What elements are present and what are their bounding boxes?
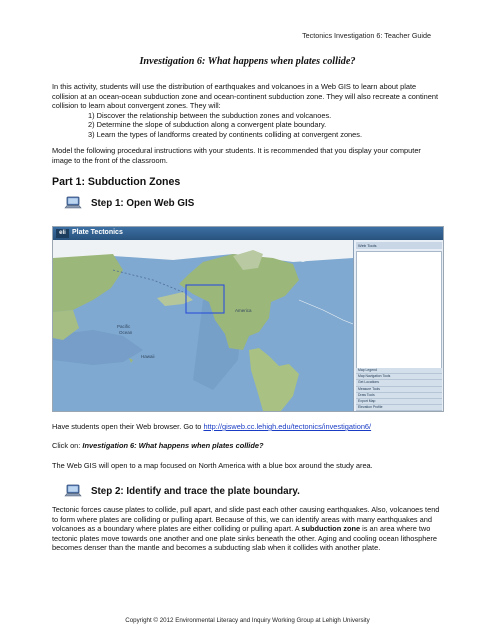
tool-item[interactable]: Elevation Profile	[356, 405, 442, 411]
document-title: Investigation 6: What happens when plates collide?	[139, 56, 356, 67]
app-title: Plate Tectonics	[72, 229, 123, 236]
web-tools-tab[interactable]: Web Tools	[356, 242, 442, 249]
subduction-text-part1: Tectonic forces cause plates to collide, pull apart, and slide past each other causing earthquakes. Also, volcanoes tend to form where plates are colliding or pulling apart. Because of this, we can identify areas with many earthquakes and volcanoes as a boundary where plates are either colliding or pulling apart. A	[52, 505, 440, 534]
step1-label: Step 1: Open Web GIS	[91, 198, 195, 209]
investigation-link[interactable]: http://gisweb.cc.lehigh.edu/tectonics/investigation6/	[203, 422, 372, 431]
subduction-text	[52, 505, 444, 553]
tool-item[interactable]	[356, 411, 442, 412]
map-label: America	[235, 308, 252, 313]
tool-item[interactable]: Map Legend	[356, 368, 442, 374]
open-browser-line	[52, 422, 452, 431]
objective-item: 3) Learn the types of landforms created by continents colliding at convergent zones.	[88, 129, 363, 139]
laptop-icon	[64, 196, 82, 211]
subduction-term: subduction zone	[301, 524, 361, 534]
tool-item[interactable]: Get Locations	[356, 380, 442, 386]
map-label: Ocean	[119, 330, 133, 335]
subduction-text-part2: is an area where two tectonic plates move towards one another and one plate sinks beneath the other. Aging and cooling ocean lithosphere becomes denser than the mantle and becomes a subducting slab when it collides with another plate.	[52, 524, 437, 553]
app-logo: eli	[56, 229, 69, 238]
tool-item[interactable]: Map Navigation Tools	[356, 374, 442, 380]
click-prefix: Click on:	[52, 441, 83, 450]
web-tools-panel	[353, 240, 444, 411]
step2-heading	[64, 484, 300, 499]
investigation-name: Investigation 6: What happens when plates collide?	[82, 441, 264, 450]
subduction-paragraph	[52, 505, 444, 553]
layers-box	[356, 251, 442, 369]
click-instruction	[52, 441, 264, 450]
model-paragraph: Model the following procedural instructions with your students. It is recommended that you display your computer image to the front of the classroom.	[52, 146, 421, 165]
app-title-bar	[53, 227, 443, 240]
map-label: Pacific	[117, 324, 131, 329]
tools-list	[356, 368, 442, 412]
web-gis-screenshot	[52, 226, 444, 412]
map-label: Hawaii	[141, 354, 155, 359]
running-head: Tectonics Investigation 6: Teacher Guide	[302, 31, 431, 40]
step1-heading	[64, 196, 194, 211]
tool-item[interactable]: Export Map	[356, 399, 442, 405]
laptop-icon	[64, 484, 82, 499]
tool-item[interactable]: Draw Tools	[356, 393, 442, 399]
webgis-description: The Web GIS will open to a map focused on North America with a blue box around the study area.	[52, 461, 373, 470]
objective-item: 2) Determine the slope of subduction along a convergent plate boundary.	[88, 120, 327, 130]
open-browser-text: Have students open their Web browser. Go to	[52, 422, 204, 431]
copyright-footer: Copyright © 2012 Environmental Literacy and Inquiry Working Group at Lehigh University	[125, 617, 370, 624]
intro-section	[52, 82, 442, 140]
step2-label: Step 2: Identify and trace the plate boundary.	[91, 486, 300, 497]
intro-paragraph: In this activity, students will use the distribution of earthquakes and volcanoes in a Web GIS to learn about plate collision at an ocean-ocean subduction zone and ocean-continent subduction zone. They will also recreate a continent collision to learn about convergent zones. They will:	[52, 82, 439, 111]
part1-heading: Part 1: Subduction Zones	[52, 176, 181, 188]
objective-item: 1) Discover the relationship between the subduction zones and volcanoes.	[88, 110, 332, 120]
world-map	[53, 240, 353, 411]
tool-item[interactable]: Measure Tools	[356, 387, 442, 393]
objectives-list	[52, 111, 442, 140]
